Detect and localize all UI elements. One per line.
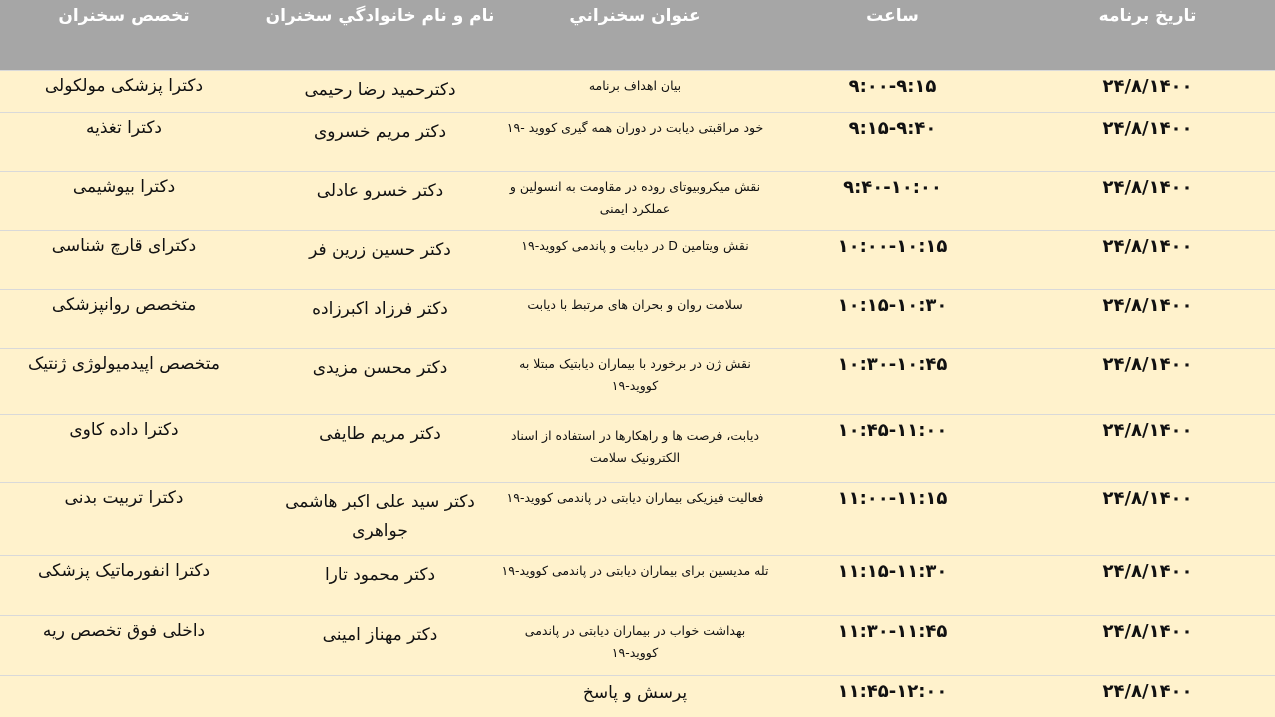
row-date: ۲۴/۸/۱۴۰۰ bbox=[1102, 561, 1193, 582]
row-time: ۹:۱۵-۹:۴۰ bbox=[848, 118, 937, 139]
row-topic: خود مراقبتی دیابت در دوران همه گیری کووید -۱۹ bbox=[506, 120, 764, 135]
header-speaker: نام و نام خانوادگي سخنران bbox=[265, 6, 495, 26]
row-speaker: دکتر مریم طایفی bbox=[319, 424, 441, 444]
row-topic: نقش ویتامین D در دیابت و پاندمی کووید-۱۹ bbox=[521, 238, 749, 253]
row-date: ۲۴/۸/۱۴۰۰ bbox=[1102, 295, 1193, 316]
row-speaker: دکتر حسین زرین فر bbox=[309, 240, 451, 260]
row-time: ۹:۴۰-۱۰:۰۰ bbox=[843, 177, 942, 198]
row-time: ۱۱:۴۵-۱۲:۰۰ bbox=[837, 681, 948, 702]
row-time: ۱۱:۰۰-۱۱:۱۵ bbox=[837, 488, 948, 509]
row-specialty: دکترا انفورماتیک پزشکی bbox=[37, 561, 211, 581]
row-topic: پرسش و پاسخ bbox=[582, 683, 688, 703]
row-speaker: دکترحمید رضا رحیمی bbox=[304, 80, 456, 100]
header-date: تاريخ برنامه bbox=[1098, 6, 1197, 26]
row-specialty: دکترا بیوشیمی bbox=[72, 177, 176, 197]
row-topic: دیابت، فرصت ها و راهکارها در استفاده از اسناد الکترونیک سلامت bbox=[510, 428, 760, 465]
table-row bbox=[0, 171, 1275, 231]
table-row bbox=[0, 555, 1275, 616]
row-date: ۲۴/۸/۱۴۰۰ bbox=[1102, 420, 1193, 441]
header-topic: عنوان سخنراني bbox=[569, 6, 701, 26]
row-topic: بهداشت خواب در بیماران دیابتی در پاندمی کووید-۱۹ bbox=[524, 623, 746, 660]
table-row bbox=[0, 230, 1275, 290]
header-time: ساعت bbox=[866, 6, 919, 26]
row-topic: نقش میکروبیوتای روده در مقاومت به انسولین و عملکرد ایمنی bbox=[509, 179, 761, 216]
row-topic: فعالیت فیزیکی بیماران دیابتی در پاندمی کووید-۱۹ bbox=[506, 490, 764, 505]
header-specialty: تخصص سخنران bbox=[58, 6, 190, 26]
table-header bbox=[0, 0, 1275, 70]
row-date: ۲۴/۸/۱۴۰۰ bbox=[1102, 76, 1193, 97]
table-row bbox=[0, 348, 1275, 415]
row-date: ۲۴/۸/۱۴۰۰ bbox=[1102, 621, 1193, 642]
row-specialty: متخصص اپیدمیولوژی ژنتیک bbox=[27, 354, 220, 374]
row-speaker: دکتر مهناز امینی bbox=[322, 625, 438, 645]
row-date: ۲۴/۸/۱۴۰۰ bbox=[1102, 681, 1193, 702]
row-date: ۲۴/۸/۱۴۰۰ bbox=[1102, 236, 1193, 257]
table-row bbox=[0, 70, 1275, 113]
row-specialty: دکترا تغذیه bbox=[85, 118, 162, 138]
row-speaker: دکتر محمود تارا bbox=[324, 565, 436, 585]
row-specialty: دکترا داده کاوی bbox=[69, 420, 179, 440]
table-row bbox=[0, 289, 1275, 349]
row-time: ۱۰:۰۰-۱۰:۱۵ bbox=[837, 236, 948, 257]
row-date: ۲۴/۸/۱۴۰۰ bbox=[1102, 118, 1193, 139]
table-row bbox=[0, 414, 1275, 483]
row-time: ۱۰:۴۵-۱۱:۰۰ bbox=[837, 420, 948, 441]
row-time: ۱۱:۱۵-۱۱:۳۰ bbox=[837, 561, 948, 582]
row-specialty: دکترا تربیت بدنی bbox=[64, 488, 184, 508]
table-row bbox=[0, 675, 1275, 717]
row-date: ۲۴/۸/۱۴۰۰ bbox=[1102, 488, 1193, 509]
row-speaker: دکتر خسرو عادلی bbox=[316, 181, 444, 201]
row-topic: نقش ژن در برخورد با بیماران دیابتیک مبتلا به کووید-۱۹ bbox=[519, 356, 751, 393]
row-time: ۱۱:۳۰-۱۱:۴۵ bbox=[837, 621, 948, 642]
row-speaker: دکتر محسن مزیدی bbox=[312, 358, 448, 378]
row-specialty: دکترای قارچ شناسی bbox=[51, 236, 197, 256]
row-specialty: دکترا پزشکی مولکولی bbox=[44, 76, 204, 96]
row-topic: سلامت روان و بحران های مرتبط با دیابت bbox=[527, 297, 743, 312]
table-row bbox=[0, 482, 1275, 556]
row-topic: بیان اهداف برنامه bbox=[588, 78, 682, 93]
row-date: ۲۴/۸/۱۴۰۰ bbox=[1102, 177, 1193, 198]
row-date: ۲۴/۸/۱۴۰۰ bbox=[1102, 354, 1193, 375]
row-speaker: دکتر مریم خسروی bbox=[313, 122, 447, 142]
table-row bbox=[0, 615, 1275, 676]
row-time: ۱۰:۱۵-۱۰:۳۰ bbox=[837, 295, 948, 316]
row-specialty: داخلی فوق تخصص ریه bbox=[42, 621, 206, 641]
row-topic: تله مدیسین برای بیماران دیابتی در پاندمی کووید-۱۹ bbox=[501, 563, 769, 578]
table-row bbox=[0, 112, 1275, 172]
row-speaker: دکتر سید علی اکبر هاشمی جواهری bbox=[285, 492, 475, 541]
row-speaker: دکتر فرزاد اکبرزاده bbox=[312, 299, 448, 319]
row-time: ۹:۰۰-۹:۱۵ bbox=[848, 76, 937, 97]
row-time: ۱۰:۳۰-۱۰:۴۵ bbox=[837, 354, 948, 375]
row-specialty: متخصص روانپزشکی bbox=[51, 295, 197, 315]
